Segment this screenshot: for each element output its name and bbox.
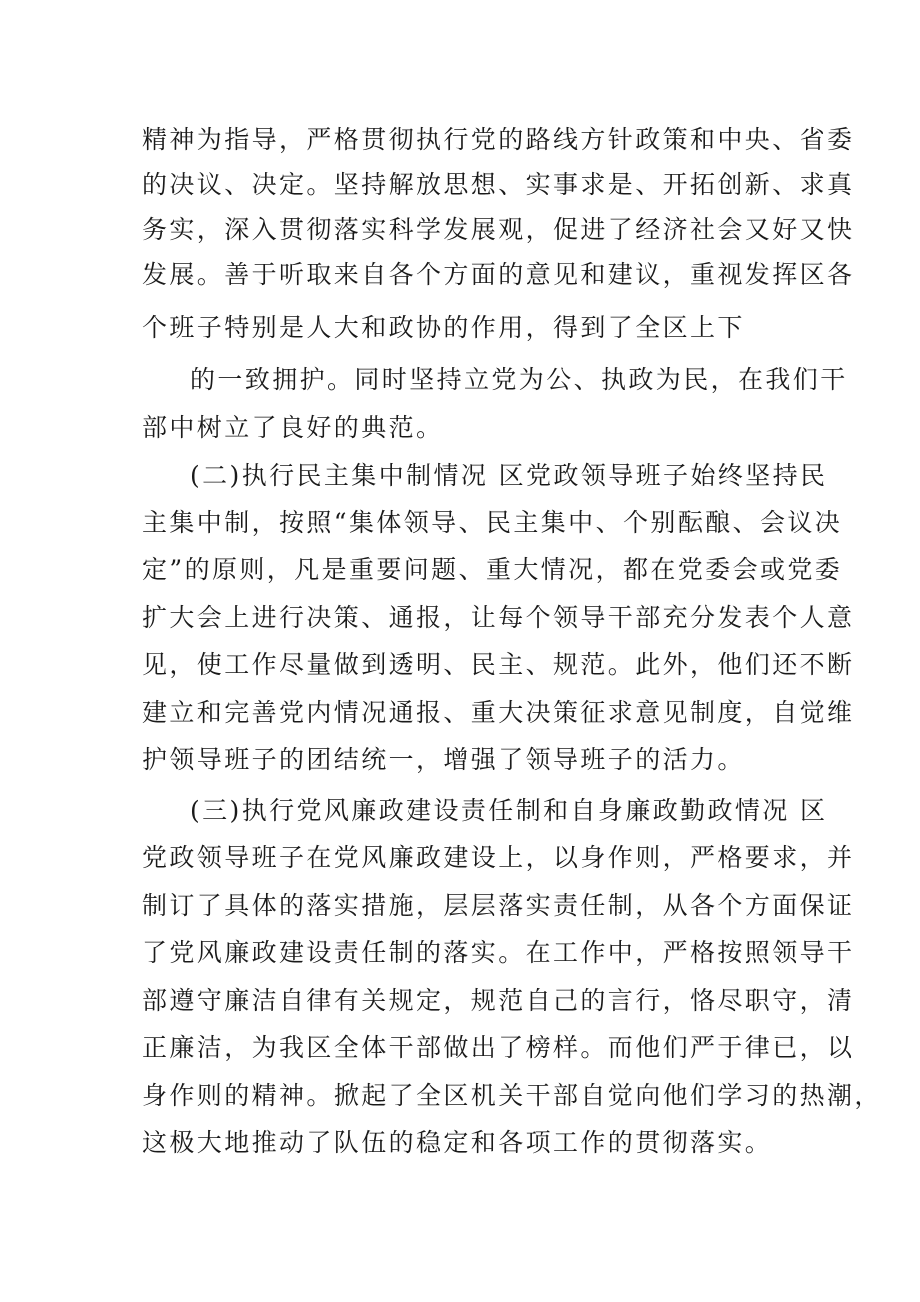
- text-line-11: 扩大会上进行决策、通报，让每个领导干部充分发表个人意: [142, 603, 855, 632]
- text-line-2: 的决议、决定。坚持解放思想、实事求是、开拓创新、求真: [142, 170, 855, 199]
- text-line-20: 正廉洁，为我区全体干部做出了榜样。而他们严于律已，以: [142, 1033, 855, 1062]
- text-line-7: 部中树立了良好的典范。: [142, 413, 444, 442]
- text-line-17: 制订了具体的落实措施，层层落实责任制，从各个方面保证: [142, 891, 855, 920]
- text-line-16: 党政领导班子在党风廉政建设上，以身作则，严格要求，并: [142, 843, 855, 872]
- text-line-14: 护领导班子的团结统一，增强了领导班子的活力。: [142, 745, 745, 774]
- text-line-22: 这极大地推动了队伍的稳定和各项工作的贯彻落实。: [142, 1128, 773, 1157]
- text-line-5: 个班子特别是人大和政协的作用，得到了全区上下: [142, 313, 745, 342]
- text-line-13: 建立和完善党内情况通报、重大决策征求意见制度，自觉维: [142, 698, 855, 727]
- text-line-21: 身作则的精神。掀起了全区机关干部自觉向他们学习的热潮，: [142, 1081, 882, 1110]
- text-line-3: 务实，深入贯彻落实科学发展观，促进了经济社会又好又快: [142, 215, 855, 244]
- text-line-1: 精神为指导，严格贯彻执行党的路线方针政策和中央、省委: [142, 125, 855, 154]
- section-heading-3: (三)执行党风廉政建设责任制和自身廉政勤政情况 区: [190, 796, 828, 825]
- text-line-10: 定”的原则，凡是重要问题、重大情况，都在党委会或党委: [142, 555, 843, 584]
- text-line-6: 的一致拥护。同时坚持立党为公、执政为民，在我们干: [190, 365, 848, 394]
- section-heading-2: (二)执行民主集中制情况 区党政领导班子始终坚持民: [190, 461, 828, 490]
- text-line-12: 见，使工作尽量做到透明、民主、规范。此外，他们还不断: [142, 650, 855, 679]
- text-line-4: 发展。善于听取来自各个方面的意见和建议，重视发挥区各: [142, 260, 855, 289]
- text-line-9: 主集中制，按照“集体领导、民主集中、个别酝酿、会议决: [142, 508, 843, 537]
- text-line-18: 了党风廉政建设责任制的落实。在工作中，严格按照领导干: [142, 938, 855, 967]
- text-line-19: 部遵守廉洁自律有关规定，规范自己的言行，恪尽职守，清: [142, 986, 855, 1015]
